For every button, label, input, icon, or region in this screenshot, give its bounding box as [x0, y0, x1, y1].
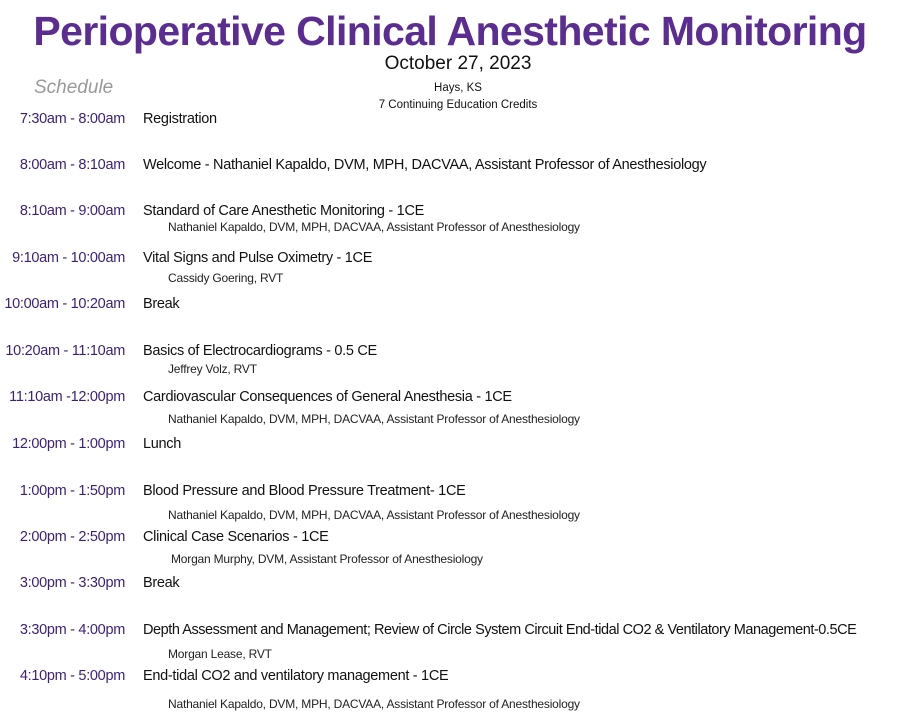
event-credits: 7 Continuing Education Credits — [378, 99, 538, 111]
schedule-row-ecg — [0, 341, 900, 363]
session-time: 1:00pm - 1:50pm — [19, 483, 125, 499]
session-time: 10:00am - 10:20am — [4, 296, 125, 312]
session-time: 3:00pm - 3:30pm — [19, 575, 125, 591]
session-time: 12:00pm - 1:00pm — [12, 436, 125, 452]
session-title: Basics of Electrocardiograms - 0.5 CE — [143, 343, 377, 359]
event-date: October 27, 2023 — [384, 53, 532, 74]
session-time: 4:10pm - 5:00pm — [19, 668, 125, 684]
session-title: Blood Pressure and Blood Pressure Treatment- 1CE — [143, 483, 466, 499]
session-speaker: Nathaniel Kapaldo, DVM, MPH, DACVAA, Assistant Professor of Anesthesiology — [168, 508, 580, 522]
session-speaker: Nathaniel Kapaldo, DVM, MPH, DACVAA, Assistant Professor of Anesthesiology — [168, 220, 580, 234]
schedule-row-lunch — [0, 434, 900, 456]
session-speaker: Cassidy Goering, RVT — [168, 271, 284, 285]
schedule-row-welcome — [0, 155, 900, 177]
session-speaker: Nathaniel Kapaldo, DVM, MPH, DACVAA, Assistant Professor of Anesthesiology — [168, 697, 580, 711]
session-speaker: Jeffrey Volz, RVT — [168, 362, 257, 376]
session-title: Break — [143, 296, 180, 312]
session-time: 2:00pm - 2:50pm — [19, 529, 125, 545]
session-title: Cardiovascular Consequences of General Anesthesia - 1CE — [143, 389, 512, 405]
session-title: Break — [143, 575, 180, 591]
session-title: Standard of Care Anesthetic Monitoring - 1CE — [143, 203, 424, 219]
schedule-row-cardiovascular — [0, 387, 900, 409]
session-speaker: Morgan Lease, RVT — [168, 647, 272, 661]
schedule-row-break-afternoon — [0, 573, 900, 595]
session-time: 3:30pm - 4:00pm — [19, 622, 125, 638]
schedule-row-registration — [0, 109, 900, 131]
schedule-row-case-scenarios — [0, 527, 900, 549]
session-time: 8:10am - 9:00am — [19, 203, 125, 219]
session-time: 10:20am - 11:10am — [5, 343, 125, 359]
session-time: 11:10am -12:00pm — [9, 389, 125, 405]
session-title: End-tidal CO2 and ventilatory management - 1CE — [143, 668, 449, 684]
session-title: Depth Assessment and Management; Review of Circle System Circuit End-tidal CO2 & Ventilatory Management-0.5CE — [143, 622, 857, 638]
session-time: 9:10am - 10:00am — [12, 250, 125, 266]
schedule-row-break-morning — [0, 294, 900, 316]
session-time: 8:00am - 8:10am — [19, 157, 125, 173]
session-title: Registration — [143, 111, 217, 127]
session-title: Clinical Case Scenarios - 1CE — [143, 529, 329, 545]
schedule-row-depth-assessment — [0, 620, 900, 642]
schedule-label: Schedule — [34, 77, 114, 98]
session-title: Lunch — [143, 436, 182, 452]
schedule-row-end-tidal — [0, 666, 900, 688]
session-title: Vital Signs and Pulse Oximetry - 1CE — [143, 250, 373, 266]
schedule-row-blood-pressure — [0, 481, 900, 503]
session-title: Welcome - Nathaniel Kapaldo, DVM, MPH, DACVAA, Assistant Professor of Anesthesiology — [143, 157, 707, 173]
session-speaker: Morgan Murphy, DVM, Assistant Professor of Anesthesiology — [171, 552, 483, 566]
session-time: 7:30am - 8:00am — [19, 111, 125, 127]
event-location: Hays, KS — [434, 82, 482, 94]
page-title: Perioperative Clinical Anesthetic Monitoring — [33, 8, 867, 54]
schedule-row-vital-signs — [0, 248, 900, 270]
session-speaker: Nathaniel Kapaldo, DVM, MPH, DACVAA, Assistant Professor of Anesthesiology — [168, 412, 580, 426]
